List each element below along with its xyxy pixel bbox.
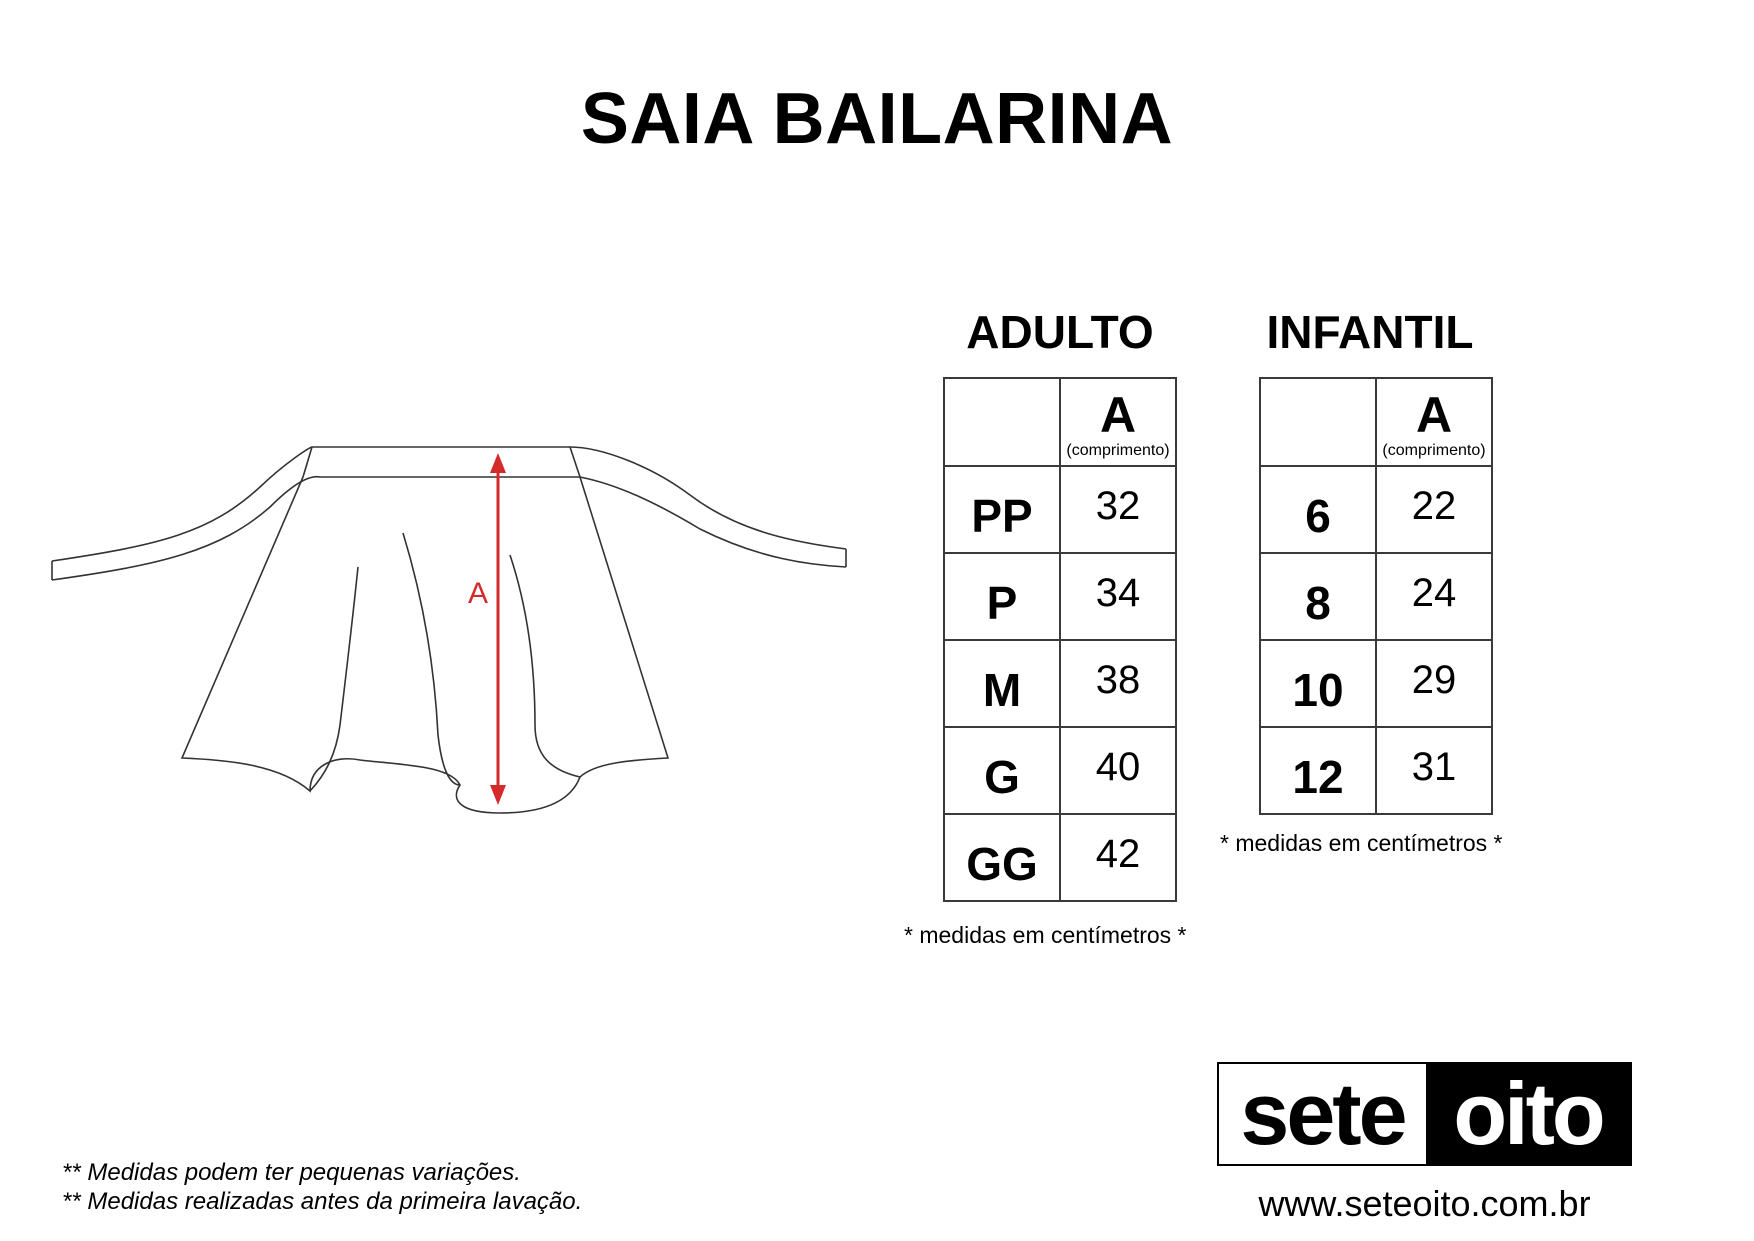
brand-url: www.seteoito.com.br [1258,1183,1591,1224]
size-value: 42 [1095,832,1141,876]
waistband-outer [52,447,846,561]
table-row [1260,727,1492,814]
waistband-inner [52,477,846,580]
infantil-size-table [1259,377,1493,815]
size-value: 32 [1095,484,1141,528]
measure-arrow [490,453,506,805]
size-label: PP [971,489,1033,542]
page-title: SAIA BAILARINA [580,79,1174,159]
table-row [944,640,1176,727]
size-label: M [982,663,1022,716]
infantil-column-header: A (comprimento) [1376,378,1492,466]
table-row [1260,466,1492,553]
size-value: 29 [1411,658,1457,702]
infantil-units-note: * medidas em centímetros * [1220,830,1503,856]
table-row [944,727,1176,814]
infantil-heading: INFANTIL [1266,306,1474,358]
adulto-units-note: * medidas em centímetros * [904,922,1187,948]
table-row [944,466,1176,553]
brand-logo-oito: oito [1426,1064,1630,1164]
size-label: 12 [1292,750,1344,803]
infantil-corner-cell [1260,378,1376,466]
adulto-heading: ADULTO [966,306,1154,358]
footnotes [62,1158,582,1216]
footnote-washing: ** Medidas realizadas antes da primeira lavação. [62,1188,583,1215]
skirt-outline [182,477,668,813]
size-value: 34 [1095,571,1141,615]
size-value: 22 [1411,484,1457,528]
table-row [1260,553,1492,640]
size-label: P [986,576,1018,629]
size-value: 40 [1095,745,1141,789]
size-label: 8 [1305,576,1331,629]
brand-logo [1217,1062,1632,1166]
size-value: 24 [1411,571,1457,615]
table-row [944,814,1176,901]
skirt-diagram [40,425,860,825]
fold-right [510,555,580,777]
footnote-variation: ** Medidas podem ter pequenas variações. [62,1159,521,1186]
fold-left [310,567,358,791]
size-value: 38 [1095,658,1141,702]
adulto-corner-cell [944,378,1060,466]
fold-mid [403,533,460,785]
brand-logo-sete: sete [1219,1064,1426,1164]
size-label: G [984,750,1020,803]
size-label: 10 [1292,663,1344,716]
size-value: 31 [1411,745,1457,789]
adulto-size-table [943,377,1177,902]
size-label: GG [966,837,1038,890]
adulto-column-header: A (comprimento) [1060,378,1176,466]
table-row [1260,640,1492,727]
measure-label: A [468,577,489,610]
size-label: 6 [1305,489,1331,542]
table-row [944,553,1176,640]
